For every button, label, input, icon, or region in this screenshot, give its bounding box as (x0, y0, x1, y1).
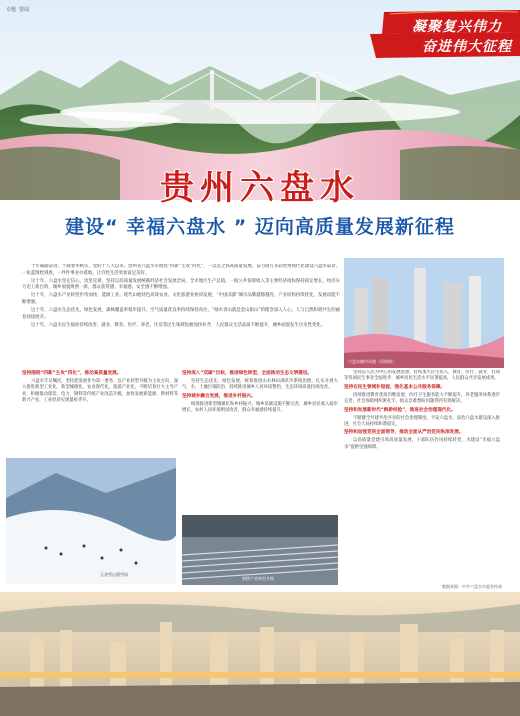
byline: 数据来源：中共六盘水市委宣传部 (442, 584, 502, 589)
article-column-1 (22, 370, 178, 458)
steel-factory-caption: 钢铁产业转型升级 (242, 576, 274, 581)
column-heading: 坚持和发展新时代“枫桥经验”，推进社会治理现代化。 (344, 407, 456, 413)
section-sub-label: 要闻 (19, 6, 30, 13)
page-title: 贵州六盘水 (160, 168, 360, 208)
steel-factory-photo (182, 515, 338, 585)
article-column-2 (182, 370, 338, 516)
banner-line-1: 凝聚复兴伟力 (412, 19, 502, 35)
city-photo (344, 258, 504, 368)
column-paragraph: 统筹推进新型城镇化和乡村振兴，城乡基础设施不断完善，城乡居民收入稳步增长，农村人居环境明显改善，群众幸福感持续提升。 (182, 401, 338, 414)
page-subtitle: 建设“ 幸福六盘水 ” 迈向高质量发展新征程 (65, 216, 455, 238)
ski-resort-illustration (6, 458, 176, 584)
city-photo-illustration (344, 258, 504, 368)
column-paragraph: 持续推进教育优质均衡发展，医疗卫生服务能力不断提升，养老服务体系逐步完善，社会保障网织密扎牢，群众急难愁盼问题得到有效解决。 (344, 392, 500, 405)
section-header (6, 4, 29, 14)
city-panorama-illustration (0, 592, 520, 716)
ski-resort-photo (6, 458, 176, 584)
column-heading: 坚持在民生领域补短板，强化基本公共服务保障。 (344, 384, 446, 390)
lead-paragraph: 这十年，六盘水坚定信心、攻坚克难，坚持以高质量发展统揽经济社会发展全局，全市地区生产总值、一般公共预算收入等主要经济指标保持稳定增长，经济实力迈上新台阶，城乡面貌焕然一新，群众获得感、幸福感、安全感不断增强。 (22, 278, 340, 291)
column-paragraph: 六盘水牢记嘱托，坚持把发展作为第一要务，以产业转型升级为主攻方向，深入推进新型工业化、新型城镇化、农业现代化、旅游产业化，不断培育壮大主导产业，积极推动煤炭、电力、钢铁等传统产业改造升级，加快发展新能源、新材料等新兴产业，工业经济实现量质齐升。 (22, 378, 178, 404)
ski-resort-caption: 玉舍雪山滑雪场 (100, 572, 128, 577)
column-heading: 坚持深入“双碳”目标，推进绿色转型，全面推动生态文明建设。 (182, 371, 313, 376)
lead-paragraph: 十年砥砺奋进，十载春华秋实。党的十八大以来，贵州省六盘水市围绕“四新”主攻“四化”，一以贯之抓高质量发展，奋力谱写多彩贵州现代化建设六盘水篇章，一张蓝图绘到底，一件件事业办落地，让百姓生活更加富足美好。 (22, 264, 340, 276)
section-label: 专题 (6, 6, 17, 13)
column-paragraph: 坚持以人民为中心的发展思想，持续加大民生投入，教育、医疗、就业、社保等各项民生事业全面进步，城乡居民生活水平显著提高，人民群众共享发展成果。 (344, 370, 500, 382)
lead-paragraph: 这十年，六盘水生态优先、绿色发展，森林覆盖率稳步提升，空气质量优良率持续保持高位，“绿水青山就是金山银山”的理念深入人心，人与自然和谐共生的画卷徐徐展开。 (22, 307, 340, 320)
lead-text (22, 264, 340, 364)
column-heading: 坚持围绕“四新”主攻“四化”，推动高质量发展。 (22, 371, 122, 376)
city-panorama-photo (0, 592, 520, 716)
steel-factory-illustration (182, 515, 338, 585)
column-paragraph: 以高质量党建引领高质量发展，干部队伍作风持续转变，为建设“幸福六盘水”提供坚强保障。 (344, 438, 500, 450)
article-column-3 (344, 370, 500, 590)
city-photo-caption: 六盘水城市风貌（资料图） (348, 359, 396, 364)
lead-paragraph: 这十年，六盘水产业转型步伐加快，能源工业、现代山地特色高效农业、文化旅游业协同发展，“中国凉都”城市品牌越擦越亮，产业结构持续优化，发展动能不断增强。 (22, 293, 340, 306)
column-paragraph: 坚持生态优先、绿色发展，统筹推进山水林田湖草沙系统治理，扎实开展大气、水、土壤污染防治，持续推进城乡人居环境整治，生态环境质量持续改善。 (182, 378, 338, 391)
column-heading: 坚持城乡融合发展，推进乡村振兴。 (182, 393, 256, 399)
lead-paragraph: 这十年，六盘水民生福祉持续改善，就业、教育、医疗、养老、住房等民生领域短板加快补齐，人民群众生活品质不断提升，城乡面貌发生历史性变化。 (31, 322, 326, 328)
slogan-banner (370, 10, 520, 58)
banner-line-2: 奋进伟大征程 (422, 39, 512, 55)
column-heading: 坚持和加强党的全面领导，推动全面从严治党向纵深发展。 (344, 430, 464, 436)
column-paragraph: 不断健全共建共治共享的社会治理制度，平安六盘水、法治六盘水建设深入推进，社会大局持续和谐稳定。 (344, 415, 500, 427)
